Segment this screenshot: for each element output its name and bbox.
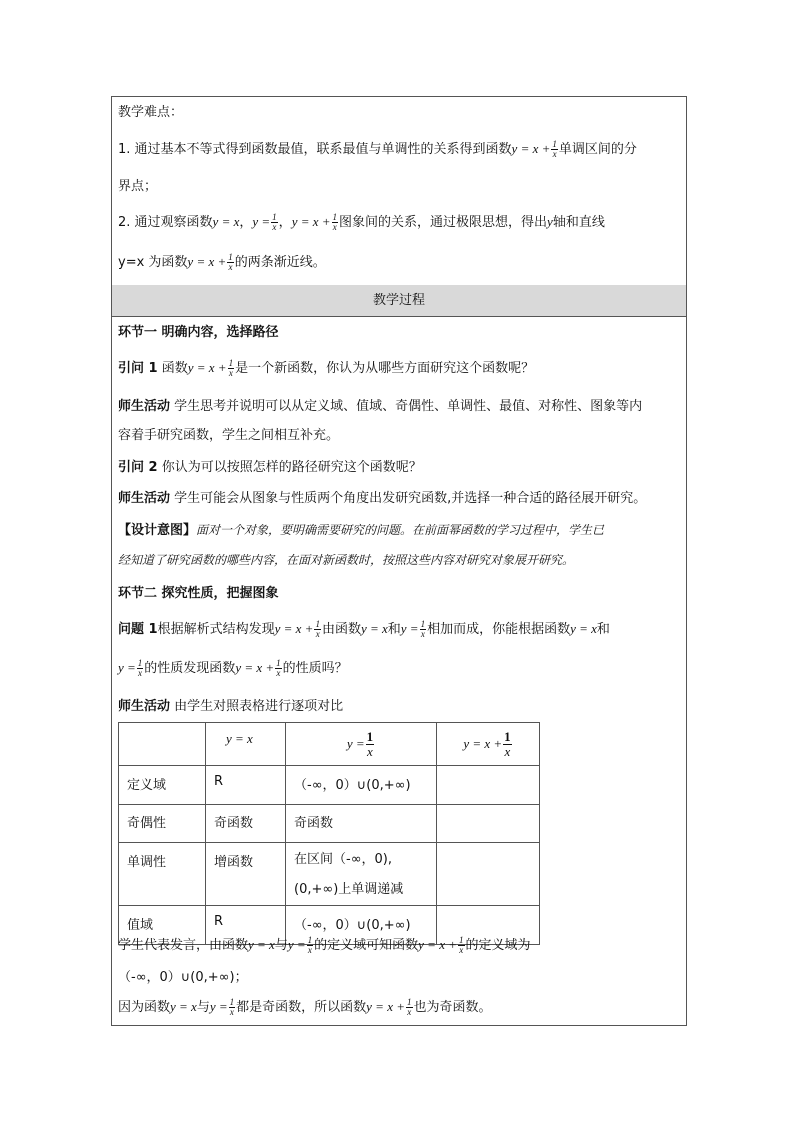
formula: y = x + — [274, 621, 314, 636]
difficulty-point-1 — [118, 140, 637, 159]
text: ， — [239, 215, 253, 230]
denominator: x — [229, 1007, 234, 1017]
table-cell — [437, 805, 540, 843]
numerator: 1 — [407, 997, 412, 1007]
table-cell: 奇函数 — [286, 805, 437, 843]
fraction — [228, 359, 235, 378]
numerator: 1 — [366, 728, 374, 744]
formula: y = x + — [187, 254, 227, 269]
formula: y = x — [212, 214, 240, 229]
text: 函数 — [161, 361, 188, 376]
formula: y = x + — [511, 141, 551, 156]
table-cell — [286, 843, 437, 906]
comparison-table — [118, 722, 540, 945]
formula: y — [547, 214, 553, 229]
text: 轴和直线 — [552, 215, 605, 230]
text: 学生思考并说明可以从定义域、值域、奇偶性、单调性、最值、对称性、图象等内 — [174, 399, 643, 414]
text: 也为奇函数。 — [413, 1000, 492, 1015]
difficulty-heading: 教学难点： — [118, 105, 184, 120]
header-cell — [286, 723, 437, 766]
denominator: x — [307, 945, 312, 955]
problem-1 — [118, 620, 610, 639]
table-cell: R — [206, 906, 286, 945]
table-cell: 定义域 — [119, 766, 206, 805]
header-cell — [119, 723, 206, 766]
denominator: x — [367, 743, 373, 759]
design-intent-cont: 经知道了研究函数的哪些内容，在面对新函数时，按照这些内容对研究对象展开研究。 — [118, 553, 575, 567]
denominator: x — [228, 262, 233, 272]
numerator: 1 — [504, 728, 511, 744]
numerator: 1 — [228, 252, 233, 262]
student-speech-cont: （-∞，0）∪(0,+∞)； — [118, 970, 248, 985]
text: 因为函数 — [118, 1000, 171, 1015]
numerator: 1 — [315, 619, 320, 629]
denominator: x — [459, 945, 464, 955]
denominator: x — [552, 149, 557, 159]
table-cell: 值域 — [119, 906, 206, 945]
denominator: x — [276, 668, 281, 678]
text: 和 — [387, 622, 401, 637]
text: 的性质发现函数 — [144, 661, 236, 676]
denominator: x — [504, 743, 511, 759]
text: 学生可能会从图象与性质两个角度出发研究函数,并选择一种合适的路径展开研究。 — [174, 491, 647, 506]
fraction — [503, 730, 512, 759]
formula: y = — [287, 937, 306, 952]
label: 引问 1 — [118, 361, 158, 376]
numerator: 1 — [459, 935, 464, 945]
table-row — [119, 766, 540, 805]
text: y = x — [226, 731, 253, 746]
formula: y = x + — [366, 999, 405, 1014]
fraction — [458, 936, 465, 955]
table-cell: 奇函数 — [206, 805, 286, 843]
fraction — [366, 730, 375, 759]
denominator: x — [332, 222, 337, 232]
activity-1 — [118, 398, 642, 416]
table-cell: 奇偶性 — [119, 805, 206, 843]
denominator: x — [315, 629, 320, 639]
difficulty-point-2-cont — [118, 253, 326, 272]
table-cell — [437, 843, 540, 906]
table-cell: （-∞，0）∪(0,+∞) — [286, 766, 437, 805]
text: 的定义域可知函数 — [314, 938, 419, 953]
text: 2. 通过观察函数 — [118, 215, 213, 230]
table-row — [119, 805, 540, 843]
numerator: 1 — [229, 997, 235, 1007]
text: 单调区间的分 — [558, 142, 637, 157]
numerator: 1 — [272, 212, 277, 222]
activity-1-cont: 容着手研究函数，学生之间相互补充。 — [118, 428, 340, 443]
fraction — [229, 998, 236, 1017]
section-1-title: 环节一 明确内容，选择路径 — [118, 325, 279, 340]
student-speech — [118, 936, 531, 955]
denominator: x — [407, 1007, 412, 1017]
header-cell — [206, 723, 286, 766]
text: 的性质吗？ — [282, 661, 348, 676]
fraction — [307, 936, 314, 955]
divider — [111, 316, 687, 317]
problem-1-cont — [118, 659, 348, 678]
fraction — [551, 140, 558, 159]
formula: y = — [252, 214, 271, 229]
difficulty-point-2 — [118, 213, 605, 232]
formula: y = x — [170, 999, 197, 1014]
text: (0,+∞)上单调递减 — [294, 882, 404, 897]
numerator: 1 — [552, 139, 557, 149]
numerator: 1 — [332, 212, 338, 222]
fraction — [314, 620, 321, 639]
text: 学生代表发言，由函数 — [118, 938, 249, 953]
formula: y = — [400, 621, 419, 636]
guide-question-1 — [118, 359, 534, 378]
formula: y = x + — [418, 937, 457, 952]
fraction — [227, 253, 234, 272]
table-cell: R — [206, 766, 286, 805]
text: 相加而成，你能根据函数 — [427, 622, 571, 637]
formula: y = x — [248, 937, 275, 952]
text: 1. 通过基本不等式得到函数最值，联系最值与单调性的关系得到函数 — [118, 142, 512, 157]
section-2-title: 环节二 探究性质，把握图象 — [118, 586, 279, 601]
text: 是一个新函数，你认为从哪些方面研究这个函数呢？ — [235, 361, 535, 376]
text: 与 — [196, 1000, 210, 1015]
difficulty-point-1-cont: 界点； — [118, 179, 158, 194]
formula: y = — [209, 999, 228, 1014]
denominator: x — [272, 222, 277, 232]
table-header-row — [119, 723, 540, 766]
formula: y = — [118, 660, 136, 675]
text: 由函数 — [321, 622, 361, 637]
table-cell — [437, 766, 540, 805]
text: 的两条渐近线。 — [234, 255, 326, 270]
table-cell: 增函数 — [206, 843, 286, 906]
text: 与 — [274, 938, 288, 953]
fraction — [420, 620, 427, 639]
formula: y = x + — [291, 214, 331, 229]
numerator: 1 — [137, 658, 143, 668]
fraction — [332, 213, 339, 232]
numerator: 1 — [307, 935, 313, 945]
formula: y = x — [360, 621, 388, 636]
label: 师生活动 — [118, 699, 171, 714]
text: y=x 为函数 — [118, 255, 188, 270]
label: 【设计意图】 — [118, 523, 197, 538]
denominator: x — [138, 668, 143, 678]
label: 引问 2 — [118, 460, 158, 475]
guide-question-2 — [118, 459, 422, 477]
text: ， — [278, 215, 292, 230]
fraction — [271, 213, 278, 232]
label: 师生活动 — [118, 399, 171, 414]
process-title: 教学过程 — [372, 293, 425, 308]
activity-3 — [118, 698, 343, 716]
numerator: 1 — [228, 358, 234, 368]
text: 面对一个对象，要明确需要研究的问题。在前面幂函数的学习过程中，学生已 — [196, 523, 605, 537]
text: 根据解析式结构发现 — [157, 622, 275, 637]
formula: y = x + — [235, 660, 275, 675]
text: 的定义域为 — [465, 938, 531, 953]
text: 和 — [596, 622, 610, 637]
denominator: x — [228, 368, 233, 378]
text: 你认为可以按照怎样的路径研究这个函数呢？ — [161, 460, 422, 475]
design-intent — [118, 521, 604, 540]
text: 都是奇函数，所以函数 — [236, 1000, 367, 1015]
fraction — [137, 659, 144, 678]
numerator: 1 — [276, 658, 281, 668]
conclusion — [118, 998, 492, 1017]
numerator: 1 — [420, 619, 426, 629]
fraction — [275, 659, 282, 678]
table-cell: 单调性 — [119, 843, 206, 906]
formula: y = x + — [187, 360, 227, 375]
text: 由学生对照表格进行逐项对比 — [174, 699, 344, 714]
formula: y = — [346, 735, 365, 751]
denominator: x — [420, 629, 425, 639]
activity-2 — [118, 490, 646, 508]
header-cell — [437, 723, 540, 766]
table-cell: （-∞，0）∪(0,+∞) — [286, 906, 437, 945]
formula: y = x — [570, 621, 597, 636]
label: 问题 1 — [118, 622, 158, 637]
label: 师生活动 — [118, 491, 171, 506]
table-row — [119, 843, 540, 906]
fraction — [406, 998, 413, 1017]
formula: y = x + — [463, 735, 503, 751]
text: 图象间的关系，通过极限思想，得出 — [339, 215, 548, 230]
text: 在区间（-∞，0), — [294, 852, 392, 867]
